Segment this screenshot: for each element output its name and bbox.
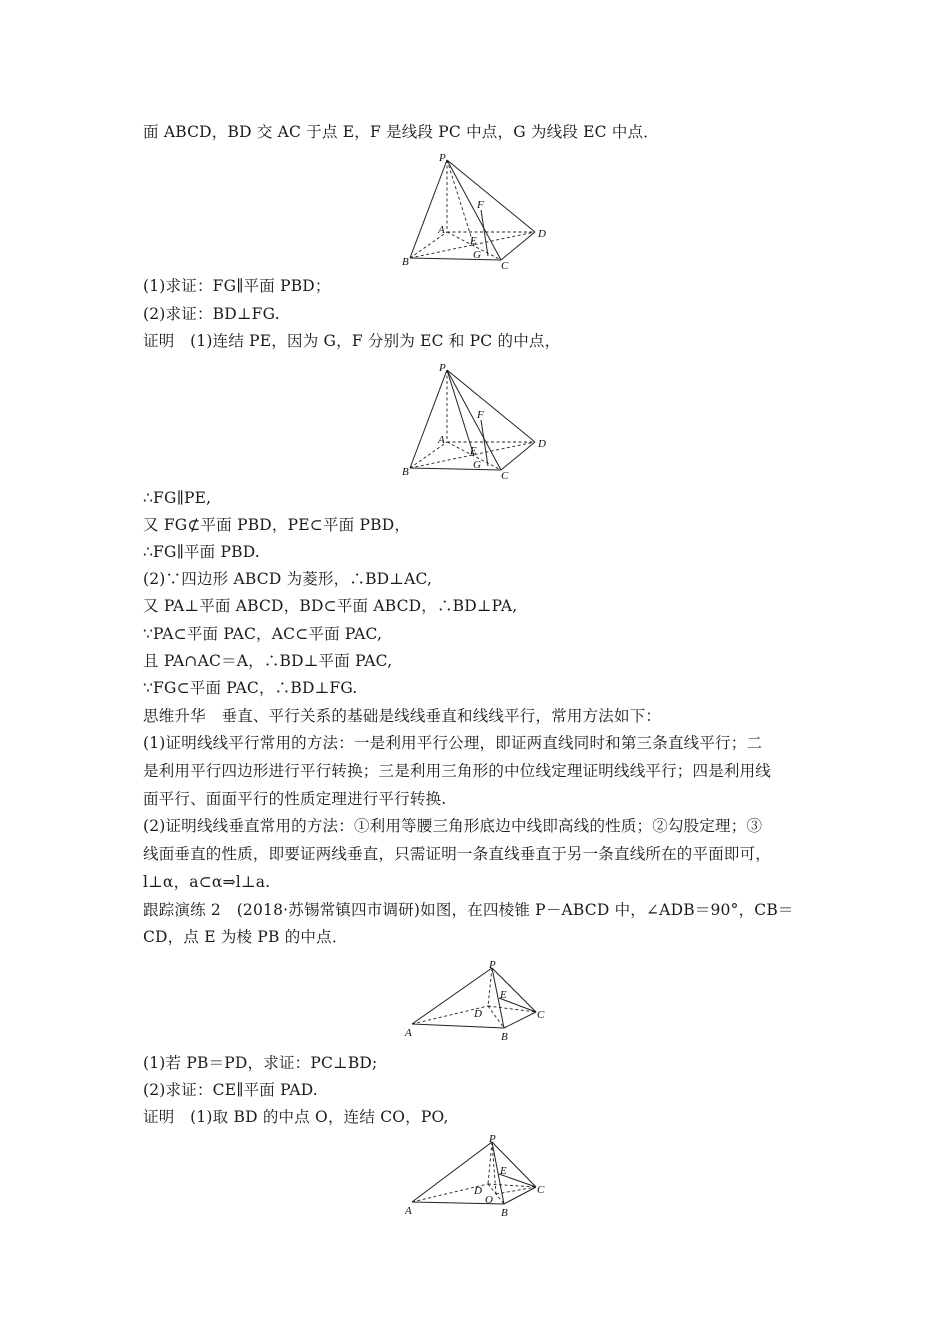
point-label-o: O: [485, 1194, 493, 1206]
vertex-label-p: P: [439, 152, 446, 164]
point-label-g: G: [473, 459, 481, 471]
text-line-23: (2)求证：CE∥平面 PAD.: [143, 1081, 318, 1099]
vertex-label-c: C: [501, 470, 509, 482]
pyramid-figure-1: [395, 148, 555, 273]
vertex-label-c: C: [501, 260, 509, 272]
vertex-label-a: A: [438, 224, 445, 236]
text-line-8: (2)∵四边形 ABCD 为菱形，∴BD⊥AC,: [143, 570, 433, 588]
text-line-3: (2)求证：BD⊥FG.: [143, 305, 280, 323]
text-line-18: 线面垂直的性质，即要证两线垂直，只需证明一条直线垂直于另一条直线所在的平面即可，: [143, 845, 772, 863]
text-line-12: ∵FG⊂平面 PAC，∴BD⊥FG.: [143, 679, 358, 697]
point-label-e: E: [470, 235, 477, 247]
vertex-label-c: C: [537, 1009, 545, 1021]
point-label-e: E: [470, 445, 477, 457]
vertex-label-d: D: [474, 1008, 482, 1020]
text-line-13: 思维升华 垂直、平行关系的基础是线线垂直和线线平行，常用方法如下：: [143, 707, 662, 725]
vertex-label-b: B: [402, 256, 409, 268]
vertex-label-p: P: [439, 362, 446, 374]
text-line-21: CD，点 E 为棱 PB 的中点．: [143, 928, 348, 946]
text-line-15: 是利用平行四边形进行平行转换；三是利用三角形的中位线定理证明线线平行；四是利用线: [143, 762, 772, 780]
point-label-f: F: [477, 409, 484, 421]
point-label-e: E: [500, 989, 507, 1001]
text-line-4: 证明 (1)连结 PE，因为 G，F 分别为 EC 和 PC 的中点，: [143, 332, 561, 350]
text-line-10: ∵PA⊂平面 PAC，AC⊂平面 PAC,: [143, 625, 383, 643]
text-line-16: 面平行、面面平行的性质定理进行平行转换.: [143, 790, 447, 808]
text-line-14: (1)证明线线平行常用的方法：一是利用平行公理，即证两直线同时和第三条直线平行；二: [143, 734, 763, 752]
vertex-label-c: C: [537, 1184, 545, 1196]
text-line-1: 面 ABCD，BD 交 AC 于点 E，F 是线段 PC 中点，G 为线段 EC 中点．: [143, 123, 659, 141]
vertex-label-b: B: [501, 1031, 508, 1043]
vertex-label-a: A: [405, 1205, 412, 1217]
vertex-label-p: P: [489, 959, 496, 971]
text-line-20: 跟踪演练 2 (2018·苏锡常镇四市调研)如图，在四棱锥 P－ABCD 中，∠ADB＝90°，CB＝: [143, 901, 794, 919]
pyramid-figure-2: [395, 358, 555, 483]
text-line-17: (2)证明线线垂直常用的方法：①利用等腰三角形底边中线即高线的性质；②勾股定理；③: [143, 817, 763, 835]
text-line-6: 又 FG⊄平面 PBD，PE⊂平面 PBD，: [143, 516, 411, 534]
vertex-label-p: P: [489, 1133, 496, 1145]
pyramid-figure-3: [400, 958, 560, 1048]
vertex-label-a: A: [405, 1027, 412, 1039]
text-line-22: (1)若 PB＝PD，求证：PC⊥BD;: [143, 1054, 378, 1072]
text-line-19: l⊥α，a⊂α⇒l⊥a.: [143, 873, 271, 891]
text-line-5: ∴FG∥PE,: [143, 489, 212, 507]
pyramid-figure-4: [400, 1132, 560, 1222]
vertex-label-d: D: [538, 438, 546, 450]
point-label-e: E: [500, 1165, 507, 1177]
text-line-7: ∴FG∥平面 PBD.: [143, 543, 260, 561]
vertex-label-a: A: [438, 434, 445, 446]
vertex-label-d: D: [538, 228, 546, 240]
text-line-9: 又 PA⊥平面 ABCD，BD⊂平面 ABCD，∴BD⊥PA,: [143, 597, 518, 615]
point-label-f: F: [477, 199, 484, 211]
vertex-label-b: B: [501, 1207, 508, 1219]
text-line-24: 证明 (1)取 BD 的中点 O，连结 CO，PO,: [143, 1108, 449, 1126]
vertex-label-d: D: [474, 1185, 482, 1197]
point-label-g: G: [473, 249, 481, 261]
vertex-label-b: B: [402, 466, 409, 478]
text-line-2: (1)求证：FG∥平面 PBD；: [143, 277, 331, 295]
text-line-11: 且 PA∩AC＝A，∴BD⊥平面 PAC,: [143, 652, 393, 670]
